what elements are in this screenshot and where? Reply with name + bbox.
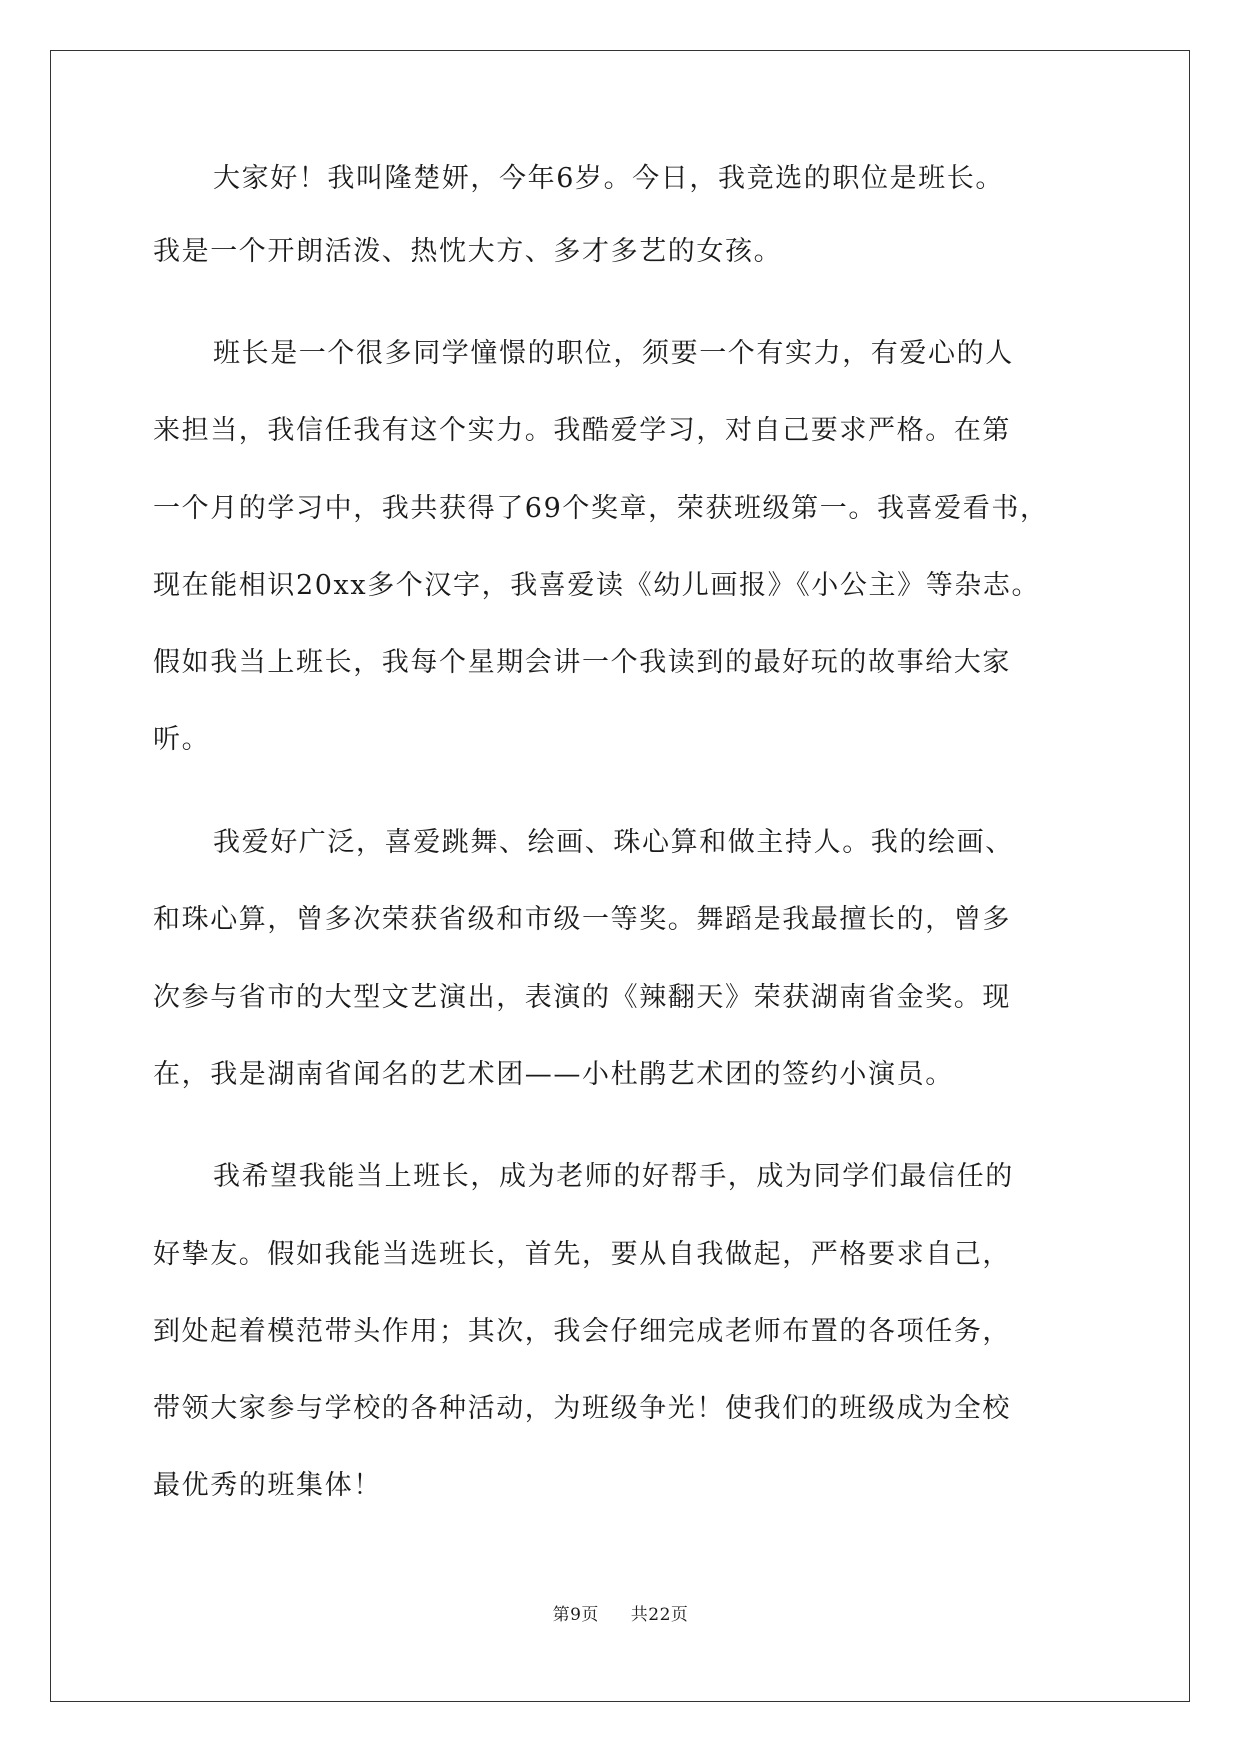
paragraph-3-line-1: 我爱好广泛，喜爱跳舞、绘画、珠心算和做主持人。我的绘画、 — [213, 827, 1014, 858]
paragraph-4-line-4: 带领大家参与学校的各种活动，为班级争光！使我们的班级成为全校 — [153, 1393, 1011, 1424]
paragraph-1-line-1: 大家好！我叫隆楚妍，今年6岁。今日，我竞选的职位是班长。 — [213, 163, 1004, 194]
paragraph-3-line-4: 在，我是湖南省闻名的艺术团——小杜鹃艺术团的签约小演员。 — [153, 1059, 954, 1090]
paragraph-3-line-2: 和珠心算，曾多次荣获省级和市级一等奖。舞蹈是我最擅长的，曾多 — [153, 904, 1011, 935]
page-number-label: 第9页 — [552, 1605, 599, 1625]
paragraph-2-line-6: 听。 — [153, 724, 211, 755]
page-frame — [50, 50, 1190, 1702]
paragraph-2-line-1: 班长是一个很多同学憧憬的职位，须要一个有实力，有爱心的人 — [213, 338, 1014, 369]
paragraph-4-line-1: 我希望我能当上班长，成为老师的好帮手，成为同学们最信任的 — [213, 1161, 1014, 1192]
paragraph-4-line-2: 好挚友。假如我能当选班长，首先，要从自我做起，严格要求自己， — [153, 1239, 1011, 1270]
paragraph-1-line-2: 我是一个开朗活泼、热忱大方、多才多艺的女孩。 — [153, 236, 783, 267]
page-footer — [0, 1600, 1241, 1625]
paragraph-2-line-3: 一个月的学习中，我共获得了69个奖章，荣获班级第一。我喜爱看书， — [153, 493, 1049, 524]
paragraph-4-line-5: 最优秀的班集体！ — [153, 1470, 382, 1501]
paragraph-4-line-3: 到处起着模范带头作用；其次，我会仔细完成老师布置的各项任务， — [153, 1316, 1011, 1347]
paragraph-2-line-5: 假如我当上班长，我每个星期会讲一个我读到的最好玩的故事给大家 — [153, 647, 1011, 678]
paragraph-2-line-2: 来担当，我信任我有这个实力。我酷爱学习，对自己要求严格。在第 — [153, 415, 1011, 446]
paragraph-2-line-4: 现在能相识20xx多个汉字，我喜爱读《幼儿画报》《小公主》等杂志。 — [153, 570, 1041, 601]
total-pages-label: 共22页 — [630, 1605, 689, 1625]
paragraph-3-line-3: 次参与省市的大型文艺演出，表演的《辣翻天》荣获湖南省金奖。现 — [153, 982, 1011, 1013]
